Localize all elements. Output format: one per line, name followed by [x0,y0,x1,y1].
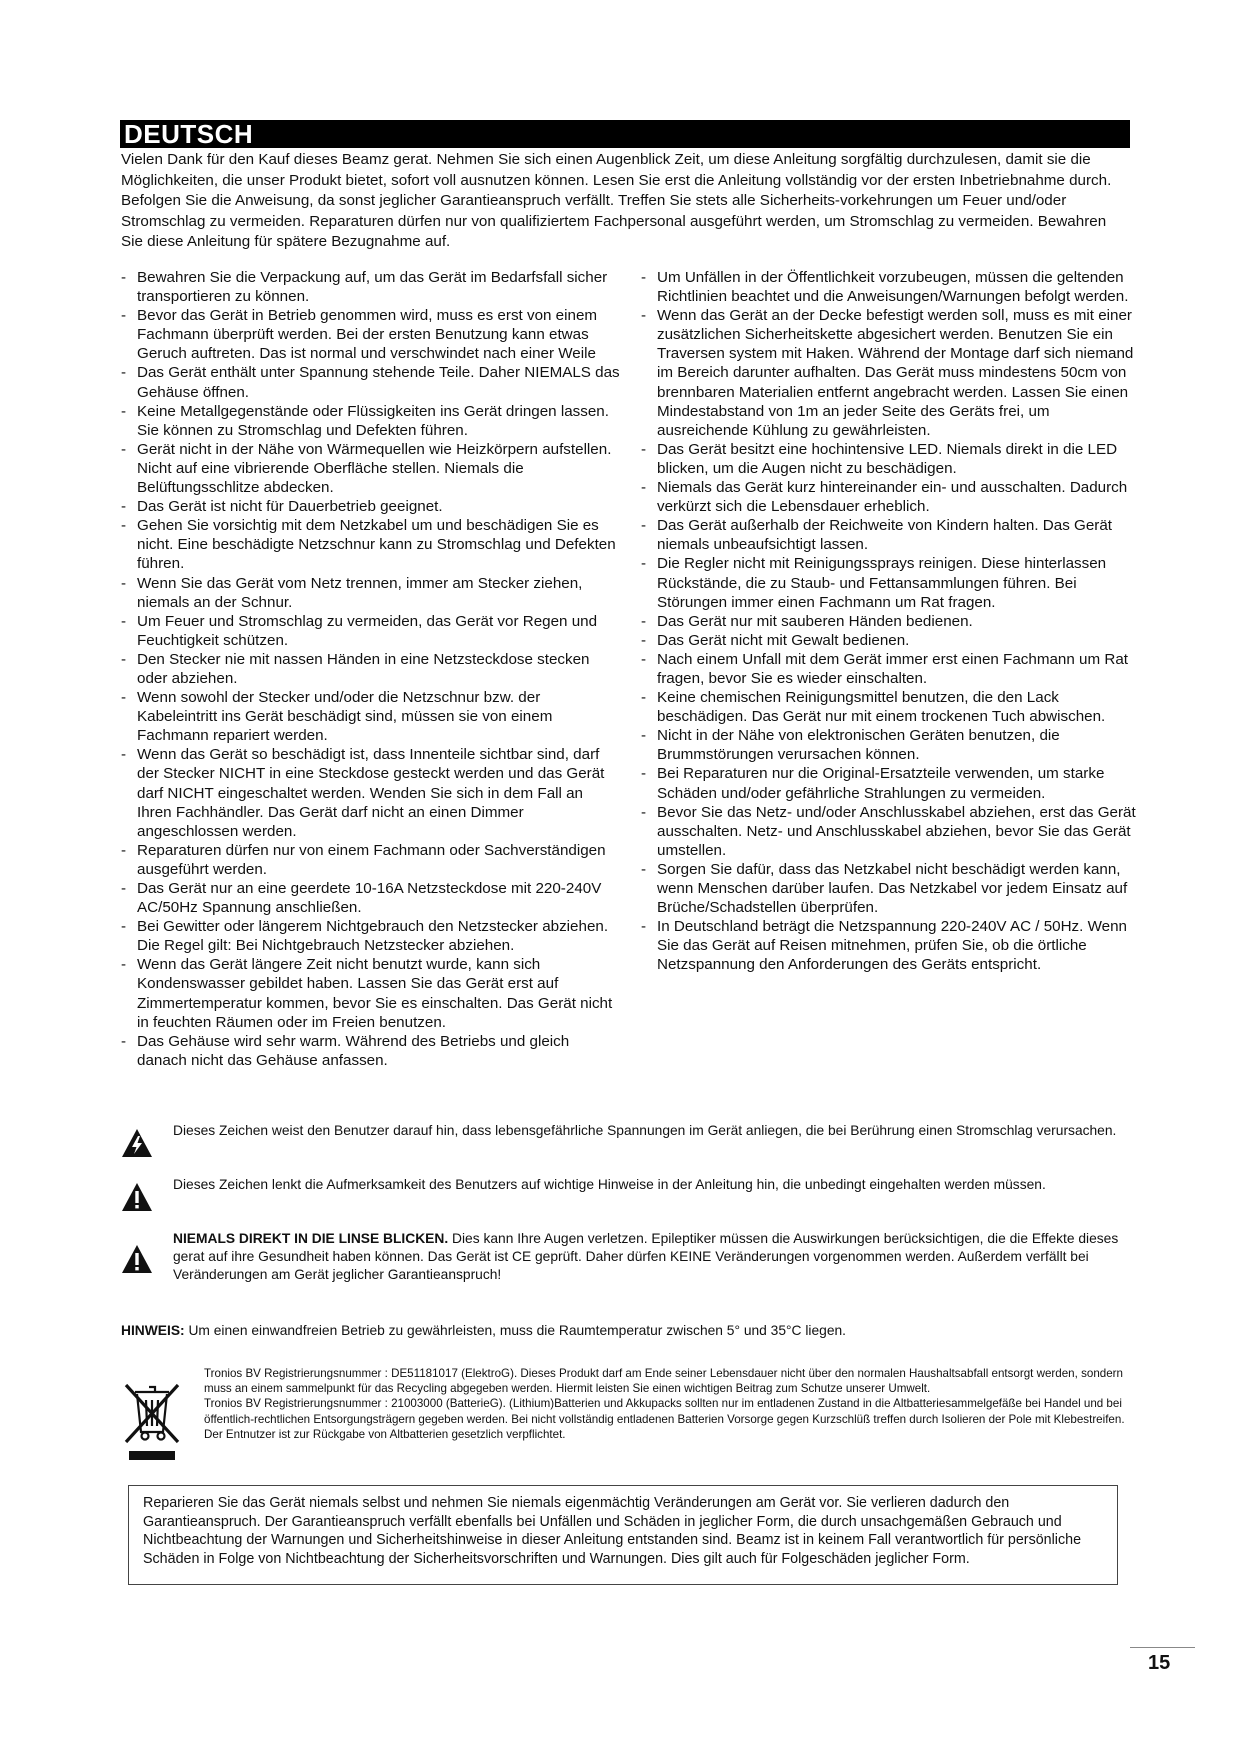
list-item: - Gehen Sie vorsichtig mit dem Netzkabel um und beschädigen Sie es nicht. Eine beschädigte Netzschnur kann zu Stromschlag und Defekten führen. [121,516,621,573]
lens-warning-body: Dies kann Ihre Augen verletzen. Epileptiker müssen die Auswirkungen berücksichtigen, die die Effekte dieses gerat auf ihre Gesundheit haben können. Das Gerät ist CE geprüft. Daher dürfen KEINE Veränderungen vorgenommen werden. Außerdem verfällt bei Veränderungen am Gerät jeglicher Garantieanspruch! [173,1231,1119,1282]
list-item: - Das Gerät außerhalb der Reichweite von Kindern halten. Das Gerät niemals unbeaufsichtigt lassen. [641,516,1136,554]
list-item: - Nicht in der Nähe von elektronischen Geräten benutzen, die Brummstörungen verursachen können. [641,726,1136,764]
safety-list-left [121,268,621,1070]
lens-warning [121,1230,1131,1284]
list-item: - Das Gerät nur an eine geerdete 10-16A Netzsteckdose mit 220-240V AC/50Hz Spannung anschließen. [121,879,621,917]
list-item: - Keine Metallgegenstände oder Flüssigkeiten ins Gerät dringen lassen. Sie können zu Stromschlag und Defekten führen. [121,402,621,440]
list-item: - Nach einem Unfall mit dem Gerät immer erst einen Fachmann um Rat fragen, bevor Sie es wieder einschalten. [641,650,1136,688]
voltage-warning-text: Dieses Zeichen weist den Benutzer darauf hin, dass lebensgefährliche Spannungen im Gerät anliegen, die bei Berührung einen Stromschlag verursachen. [173,1123,1117,1138]
weee-text [204,1366,1131,1442]
weee-batterieg-text: Tronios BV Registrierungsnummer : 21003000 (BatterieG). (Lithium)Batterien und Akkupacks sollten nur im entladenen Zustand in die Altbatteriesammelgefäße bei Handel und bei öffentlich-rechtlichen Entsorgungsträgern gegeben werden. Bei nicht vollständig entladenen Batterien Vorsorge gegen Kurzschlüß treffen durch Isolieren der Pole mit Klebestreifen. Der Entnutzer ist zur Rückgabe von Altbatterien gesetzlich verpflichtet. [204,1397,1125,1441]
list-item: - Wenn das Gerät an der Decke befestigt werden soll, muss es mit einer zusätzlichen Sicherheitskette abgesichert werden. Benutzen Sie ein Traversen system mit Haken. Während der Montage darf sich niemand im Bereich darunter aufhalten. Das Gerät muss mindestens 50cm von brennbaren Materialien entfernt angebracht werden. Lassen Sie einen Mindestabstand von 1m an jeder Seite des Geräts frei, um ausreichende Kühlung zu gewährleisten. [641,306,1136,440]
list-item: - Das Gehäuse wird sehr warm. Während des Betriebs und gleich danach nicht das Gehäuse anfassen. [121,1032,621,1070]
list-item: - In Deutschland beträgt die Netzspannung 220-240V AC / 50Hz. Wenn Sie das Gerät auf Reisen mitnehmen, prüfen Sie, ob die örtliche Netzspannung den Anforderungen des Geräts entspricht. [641,917,1136,974]
exclamation-warning-icon [121,1244,153,1274]
list-item: - Das Gerät besitzt eine hochintensive LED. Niemals direkt in die LED blicken, um die Augen nicht zu beschädigen. [641,440,1136,478]
page-number: 15 [1148,1652,1171,1674]
safety-list-right [641,268,1136,974]
list-item: - Gerät nicht in der Nähe von Wärmequellen wie Heizkörpern aufstellen. Nicht auf eine vibrierende Oberfläche stellen. Niemals die Belüftungsschlitze abdecken. [121,440,621,497]
list-item: - Das Gerät enthält unter Spannung stehende Teile. Daher NIEMALS das Gehäuse öffnen. [121,363,621,401]
list-item: - Bei Gewitter oder längerem Nichtgebrauch den Netzstecker abziehen. Die Regel gilt: Bei Nichtgebrauch Netzstecker abziehen. [121,917,621,955]
list-item: - Sorgen Sie dafür, dass das Netzkabel nicht beschädigt werden kann, wenn Menschen darüber laufen. Das Netzkabel vor jedem Einsatz auf Brüche/Schadstellen überprüfen. [641,860,1136,917]
list-item: - Das Gerät nicht mit Gewalt bedienen. [641,631,1136,650]
list-item: - Bewahren Sie die Verpackung auf, um das Gerät im Bedarfsfall sicher transportieren zu können. [121,268,621,306]
list-item: - Wenn sowohl der Stecker und/oder die Netzschnur bzw. der Kabeleintritt ins Gerät beschädigt sind, müssen sie von einem Fachmann repariert werden. [121,688,621,745]
list-item: - Die Regler nicht mit Reinigungssprays reinigen. Diese hinterlassen Rückstände, die zu Staub- und Fettansammlungen führen. Bei Störungen immer einen Fachmann um Rat fragen. [641,554,1136,611]
weee-elektrog-text: Tronios BV Registrierungsnummer : DE51181017 (ElektroG). Dieses Produkt darf am Ende seiner Lebensdauer nicht über den normalen Haushaltsabfall entsorgt werden, sondern muss an einem sammelpunkt für das Recycling abgegeben werden. Hiermit leisten Sie einen wichtigen Beitrag zum Schutze unserer Umwelt. [204,1367,1123,1396]
list-item: - Bevor das Gerät in Betrieb genommen wird, muss es erst von einem Fachmann überprüft werden. Bei der ersten Benutzung kann etwas Geruch auftreten. Das ist normal und verschwindet nach einer Weile [121,306,621,363]
list-item: - Um Feuer und Stromschlag zu vermeiden, das Gerät vor Regen und Feuchtigkeit schützen. [121,612,621,650]
list-item: - Um Unfällen in der Öffentlichkeit vorzubeugen, müssen die geltenden Richtlinien beachtet und die Anweisungen/Warnungen befolgt werden. [641,268,1136,306]
list-item: - Bei Reparaturen nur die Original-Ersatzteile verwenden, um starke Schäden und/oder gefährliche Strahlungen zu vermeiden. [641,764,1136,802]
list-item: - Wenn Sie das Gerät vom Netz trennen, immer am Stecker ziehen, niemals an der Schnur. [121,574,621,612]
list-item: - Niemals das Gerät kurz hintereinander ein- und ausschalten. Dadurch verkürzt sich die Lebensdauer erheblich. [641,478,1136,516]
weee-disposal-section [121,1366,1131,1442]
lens-warning-heading: NIEMALS DIREKT IN DIE LINSE BLICKEN. [173,1231,449,1246]
page-number-rule [1130,1647,1195,1648]
hinweis-label: HINWEIS: [121,1323,185,1338]
list-item: - Wenn das Gerät längere Zeit nicht benutzt wurde, kann sich Kondenswasser gebildet haben. Lassen Sie das Gerät erst auf Zimmertemperatur kommen, bevor Sie es einschalten. Das Gerät nicht in feuchten Räumen oder im Freien benutzen. [121,955,621,1031]
hinweis-text: Um einen einwandfreien Betrieb zu gewährleisten, muss die Raumtemperatur zwischen 5° und 35°C liegen. [184,1323,846,1338]
warranty-notice-box: Reparieren Sie das Gerät niemals selbst und nehmen Sie niemals eigenmächtig Veränderungen am Gerät vor. Sie verlieren dadurch den Garantieanspruch. Der Garantieanspruch verfällt ebenfalls bei Unfällen und Schäden in jeglicher Form, die durch unsachgemäßen Gebrauch und Nichtbeachtung der Warnungen und Sicherheitshinweise in dieser Anleitung entstanden sind. Beamz ist in keinem Fall verantwortlich für persönliche Schäden in Folge von Nichtbeachtung der Sicherheitsvorschriften und Warnungen. Dies gilt auch für Folgeschäden jeglicher Form. [128,1485,1118,1585]
list-item: - Den Stecker nie mit nassen Händen in eine Netzsteckdose stecken oder abziehen. [121,650,621,688]
section-title: DEUTSCH [124,119,254,149]
attention-warning [121,1176,1131,1194]
lens-warning-text [173,1230,1131,1284]
list-item: - Das Gerät nur mit sauberen Händen bedienen. [641,612,1136,631]
list-item: - Das Gerät ist nicht für Dauerbetrieb geeignet. [121,497,621,516]
list-item: - Keine chemischen Reinigungsmittel benutzen, die den Lack beschädigen. Das Gerät nur mit einem trockenen Tuch abwischen. [641,688,1136,726]
hinweis-note [121,1322,1021,1340]
section-header-bar [120,120,1130,148]
intro-paragraph: Vielen Dank für den Kauf dieses Beamz gerat. Nehmen Sie sich einen Augenblick Zeit, um diese Anleitung sorgfältig durchzulesen, damit sie die Möglichkeiten, die unser Produkt bietet, sofort voll ausnutzen können. Lesen Sie erst die Anleitung vollständig vor der ersten Inbetriebnahme durch. Befolgen Sie die Anweisung, da sonst jeglicher Garantieanspruch verfällt. Treffen Sie stets alle Sicherheits-vorkehrungen um Feuer und/oder Stromschlag zu vermeiden. Reparaturen dürfen nur von qualifiziertem Fachpersonal ausgeführt werden, um Stromschlag zu vermeiden. Bewahren Sie diese Anleitung für spätere Bezugnahme auf. [121,151,1112,250]
list-item: - Reparaturen dürfen nur von einem Fachmann oder Sachverständigen ausgeführt werden. [121,841,621,879]
crossed-bin-icon [121,1378,183,1464]
exclamation-warning-icon [121,1182,153,1212]
voltage-warning [121,1122,1131,1140]
attention-warning-text: Dieses Zeichen lenkt die Aufmerksamkeit des Benutzers auf wichtige Hinweise in der Anleitung hin, die unbedingt eingehalten werden müssen. [173,1177,1046,1192]
lightning-warning-icon [121,1128,153,1158]
list-item: - Wenn das Gerät so beschädigt ist, dass Innenteile sichtbar sind, darf der Stecker NICHT in eine Steckdose gesteckt werden und das Gerät darf NICHT eingeschaltet werden. Wenden Sie sich in dem Fall an Ihren Fachhändler. Das Gerät darf nicht an einen Dimmer angeschlossen werden. [121,745,621,840]
list-item: - Bevor Sie das Netz- und/oder Anschlusskabel abziehen, erst das Gerät ausschalten. Netz- und Anschlusskabel abziehen, bevor Sie das Gerät umstellen. [641,803,1136,860]
